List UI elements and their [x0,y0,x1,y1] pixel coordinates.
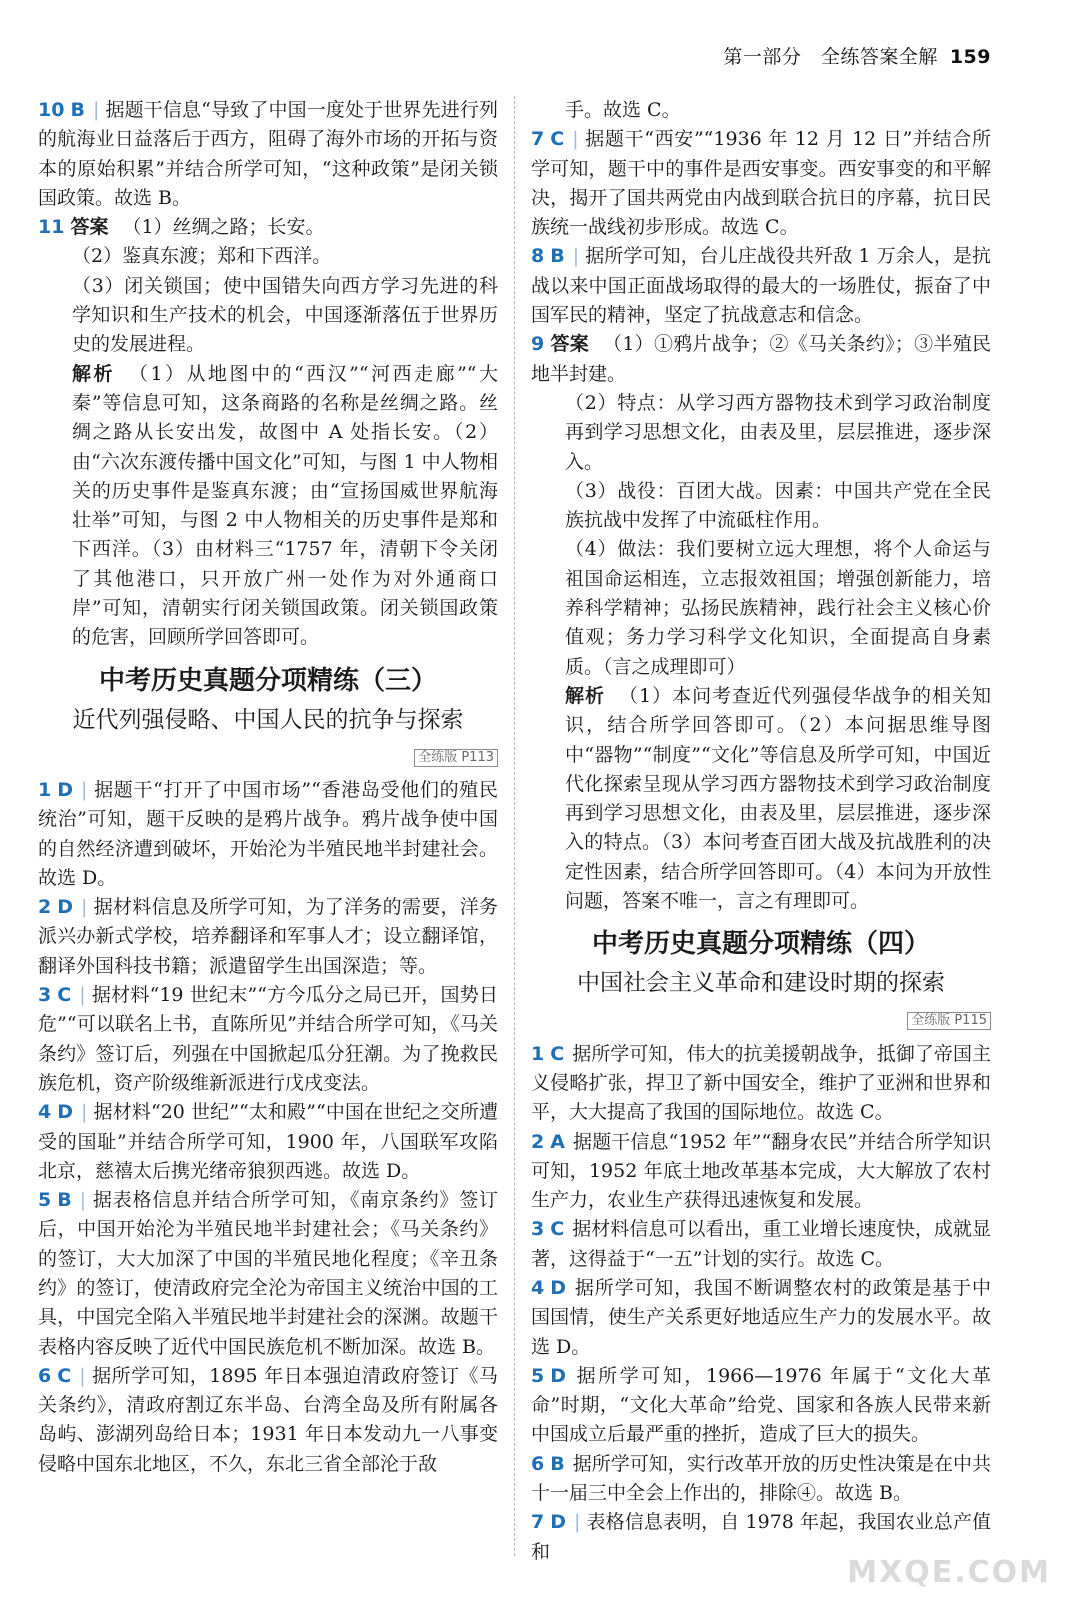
item-number: 5 [38,1189,52,1212]
item-text: 据题干“西安”“1936 年 12 月 12 日”并结合所学可知，题干中的事件是西安事变。西安事变的和平解决，揭开了国共两党由内战到联合抗日的序幕，抗日民族统一战线初步形成。故选 C。 [531,128,991,239]
item-number: 10 [38,99,65,121]
item-number: 2 [531,1130,545,1153]
analysis-label: 解析 [72,362,115,385]
section-heading [38,661,498,739]
answer-letter: D [550,1364,567,1387]
answer-letter: C [550,1042,565,1065]
answer-label: 答案 [550,333,590,356]
section-subtitle: 近代列强侵略、中国人民的抗争与探索 [72,706,464,733]
answer-line: （2）特点：从学习西方器物技术到学习政治制度再到学习思想文化，由表及里，层层推进，逐步深入。 [565,391,991,473]
column-divider [514,96,515,1556]
answer-item [38,776,498,893]
item-number: 3 [531,1218,545,1241]
section-title: 中考历史真题分项精练（四） [591,929,930,960]
item-number: 6 [38,1364,52,1387]
item-text: 表格信息表明，自 1978 年起，我国农业总产值和 [531,1511,991,1563]
section-subtitle: 中国社会主义革命和建设时期的探索 [577,970,945,997]
answer-line: （3）闭关锁国；使中国错失向西方学习先进的科学知识和生产技术的机会，中国逐渐落伍于世界历史的发展进程。 [72,274,498,356]
answer-letter: C [550,128,565,151]
answer-line: （2）鉴真东渡；郑和下西洋。 [72,245,332,268]
item-text: 据所学可知，伟大的抗美援朝战争，抵御了帝国主义侵略扩张，捍卫了新中国安全，维护了亚洲和世界和平，大大提高了我国的国际地位。故选 C。 [531,1042,991,1124]
separator-bar: | [81,896,88,919]
answer-item [531,1274,991,1362]
item-text: 据材料信息及所学可知，为了洋务的需要，洋务派兴办新式学校，培养翻译和军事人才；设立翻译馆，翻译外国科技书籍；派遣留学生出国深造；等。 [38,896,498,977]
page-ref-label: 全练版 P113 [414,749,498,767]
answer-item [38,893,498,981]
answer-item [531,1450,991,1509]
answer-letter: D [57,896,74,919]
answer-item [38,1098,498,1186]
separator-bar: | [79,1364,86,1387]
item-text: 据题干信息“导致了中国一度处于世界先进行列的航海业日益落后于西方，阻碍了海外市场的开拓与资本的原始积累”并结合所学可知，“这种政策”是闭关锁国政策。故选 B。 [38,99,498,209]
answer-letter: C [550,1218,565,1241]
item-number: 8 [531,245,545,268]
item-number: 1 [531,1042,545,1065]
continued-text: 手。故选 C。 [565,99,681,121]
item-text: 据所学可知，1895 年日本强迫清政府签订《马关条约》，清政府割辽东半岛、台湾全岛及所有附属各岛屿、澎湖列岛给日本；1931 年日本发动九一八事变侵略中国东北地区，不久，东北三省全部沦于敌 [38,1364,498,1475]
answer-item-9 [531,330,991,389]
answer-letter: C [57,984,72,1007]
item-text: 据材料“19 世纪末”“方今瓜分之局已开，国势日危”“可以联名上书，直陈所见”并结合所学可知，《马关条约》签订后，列强在中国掀起瓜分狂潮。为了挽救民族危机，资产阶级维新派进行戊戌变法。 [38,984,498,1094]
answer-letter: A [550,1130,565,1153]
answer-letter: C [57,1364,72,1387]
answer-item [38,96,498,213]
item-number: 1 [38,778,52,801]
answer-item-11 [38,213,498,242]
separator-bar: | [572,128,579,151]
answer-letter: B [57,1189,72,1212]
analysis-block [531,682,991,916]
separator-bar: | [572,245,580,268]
page-ref-label: 全练版 P115 [907,1012,991,1030]
analysis-label: 解析 [565,684,605,707]
item-text: 据所学可知，实行改革开放的历史性决策是在中共十一届三中全会上作出的，排除④。故选 B。 [531,1452,991,1505]
separator-bar: | [81,778,88,801]
item-number: 11 [38,216,65,239]
item-number: 7 [531,1511,545,1534]
answer-line: （3）战役：百团大战。因素：中国共产党在全民族抗战中发挥了中流砥柱作用。 [565,479,991,532]
item-number: 7 [531,128,545,151]
answer-letter: B [550,1452,565,1475]
header-section: 第一部分 全练答案全解 [723,46,938,68]
separator-bar: | [92,99,100,121]
item-text: 据所学可知，台儿庄战役共歼敌 1 万余人，是抗战以来中国正面战场取得的最大的一场胜仗，振奋了中国军民的精神，坚定了抗战意志和信念。 [531,245,991,327]
item-number: 2 [38,896,52,919]
item-number: 4 [531,1276,545,1299]
answer-item [531,1040,991,1128]
watermark-logo: MXQE.COM [847,1555,1051,1590]
page-header [723,42,991,69]
page-ref-tag [531,1004,991,1033]
item-text: 据题干信息“1952 年”“翻身农民”并结合所学知识可知，1952 年底土地改革基本完成，大大解放了农村生产力，农业生产获得迅速恢复和发展。 [531,1130,991,1212]
answer-letter: B [550,245,565,268]
page-number: 159 [949,46,991,68]
answer-item [38,981,498,1098]
answer-item [531,1215,991,1274]
item-number: 9 [531,333,545,356]
item-number: 3 [38,984,52,1007]
item-text: 据所学可知，1966—1976 年属于“文化大革命”时期，“文化大革命”给党、国家和各族人民带来新中国成立后最严重的挫折，造成了巨大的损失。 [531,1364,991,1446]
separator-bar: | [79,984,86,1007]
item-number: 6 [531,1452,545,1475]
answer-letter: B [70,99,85,121]
answer-item [38,1186,498,1362]
answer-letter: D [550,1276,567,1299]
answer-line: （4）做法：我们要树立远大理想，将个人命运与祖国命运相连，立志报效祖国；增强创新能力，培养科学精神；弘扬民族精神，践行社会主义核心价值观；务力学习科学文化知识，全面提高自身素质。（言之成理即可） [565,538,991,678]
separator-bar: | [574,1511,581,1534]
answer-line: （1）①鸦片战争；②《马关条约》；③半殖民地半封建。 [531,333,991,385]
page-ref-tag [38,741,498,770]
separator-bar: | [79,1189,87,1212]
item-text: 据材料“20 世纪”“太和殿”“中国在世纪之交所遭受的国耻”并结合所学可知，1900 年，八国联军攻陷北京，慈禧太后携光绪帝狼狈西逃。故选 D。 [38,1101,498,1182]
separator-bar: | [81,1101,88,1124]
answer-letter: D [57,1101,74,1124]
item-number: 4 [38,1101,52,1124]
item-text: 据表格信息并结合所学可知，《南京条约》签订后，中国开始沦为半殖民地半封建社会；《马关条约》的签订，大大加深了中国的半殖民地化程度；《辛丑条约》的签订，使清政府完全沦为帝国主义统治中国的工具，中国完全陷入半殖民地半封建社会的深渊。故题干表格内容反映了近代中国民族危机不断加深。故选 B。 [38,1189,498,1358]
item-text: 据所学可知，我国不断调整农村的政策是基于中国国情，使生产关系更好地适应生产力的发展水平。故选 D。 [531,1276,991,1358]
section-heading [531,924,991,1002]
answer-item [531,1362,991,1450]
item-text: 据题干“打开了中国市场”“香港岛受他们的殖民统治”可知，题干反映的是鸦片战争。鸦片战争使中国的自然经济遭到破坏，开始沦为半殖民地半封建社会。故选 D。 [38,778,498,889]
left-column [38,96,498,1479]
answer-item [38,1362,498,1479]
section-title: 中考历史真题分项精练（三） [98,665,437,696]
right-column [531,96,991,1567]
analysis-block [38,360,498,653]
answer-line: （1）丝绸之路；长安。 [122,216,325,239]
item-number: 5 [531,1364,545,1387]
answer-label: 答案 [70,216,109,239]
answer-letter: D [550,1511,567,1534]
answer-item [531,242,991,330]
answer-item [531,1128,991,1216]
item-text: 据材料信息可以看出，重工业增长速度快，成就显著，这得益于“一五”计划的实行。故选 C。 [531,1218,991,1270]
answer-item [531,125,991,242]
answer-letter: D [57,778,74,801]
analysis-text: （1）从地图中的“西汉”“河西走廊”“大秦”等信息可知，这条商路的名称是丝绸之路。丝绸之路从长安出发，故图中 A 处指长安。（2）由“六次东渡传播中国文化”可知，与图 1 中人物相关的历史事件是鉴真东渡；由“宣扬国威世界航海壮举”可知，与图 2 中人物相关的历史事件是郑和下西洋。（3）由材料三“1757 年，清朝下令关闭了其他港口，只开放广州一处作为对外通商口岸”可知，清朝实行闭关锁国政策。闭关锁国政策的危害，回顾所学回答即可。 [72,362,498,649]
analysis-text: （1）本问考查近代列强侵华战争的相关知识，结合所学回答即可。（2）本问据思维导图中“器物”“制度”“文化”等信息及所学可知，中国近代化探索呈现从学习西方器物技术到学习政治制度再到学习思想文化，由表及里，层层推进，逐步深入的特点。（3）本问考查百团大战及抗战胜利的决定性因素，结合所学回答即可。（4）本问为开放性问题，答案不唯一，言之有理即可。 [565,684,991,913]
